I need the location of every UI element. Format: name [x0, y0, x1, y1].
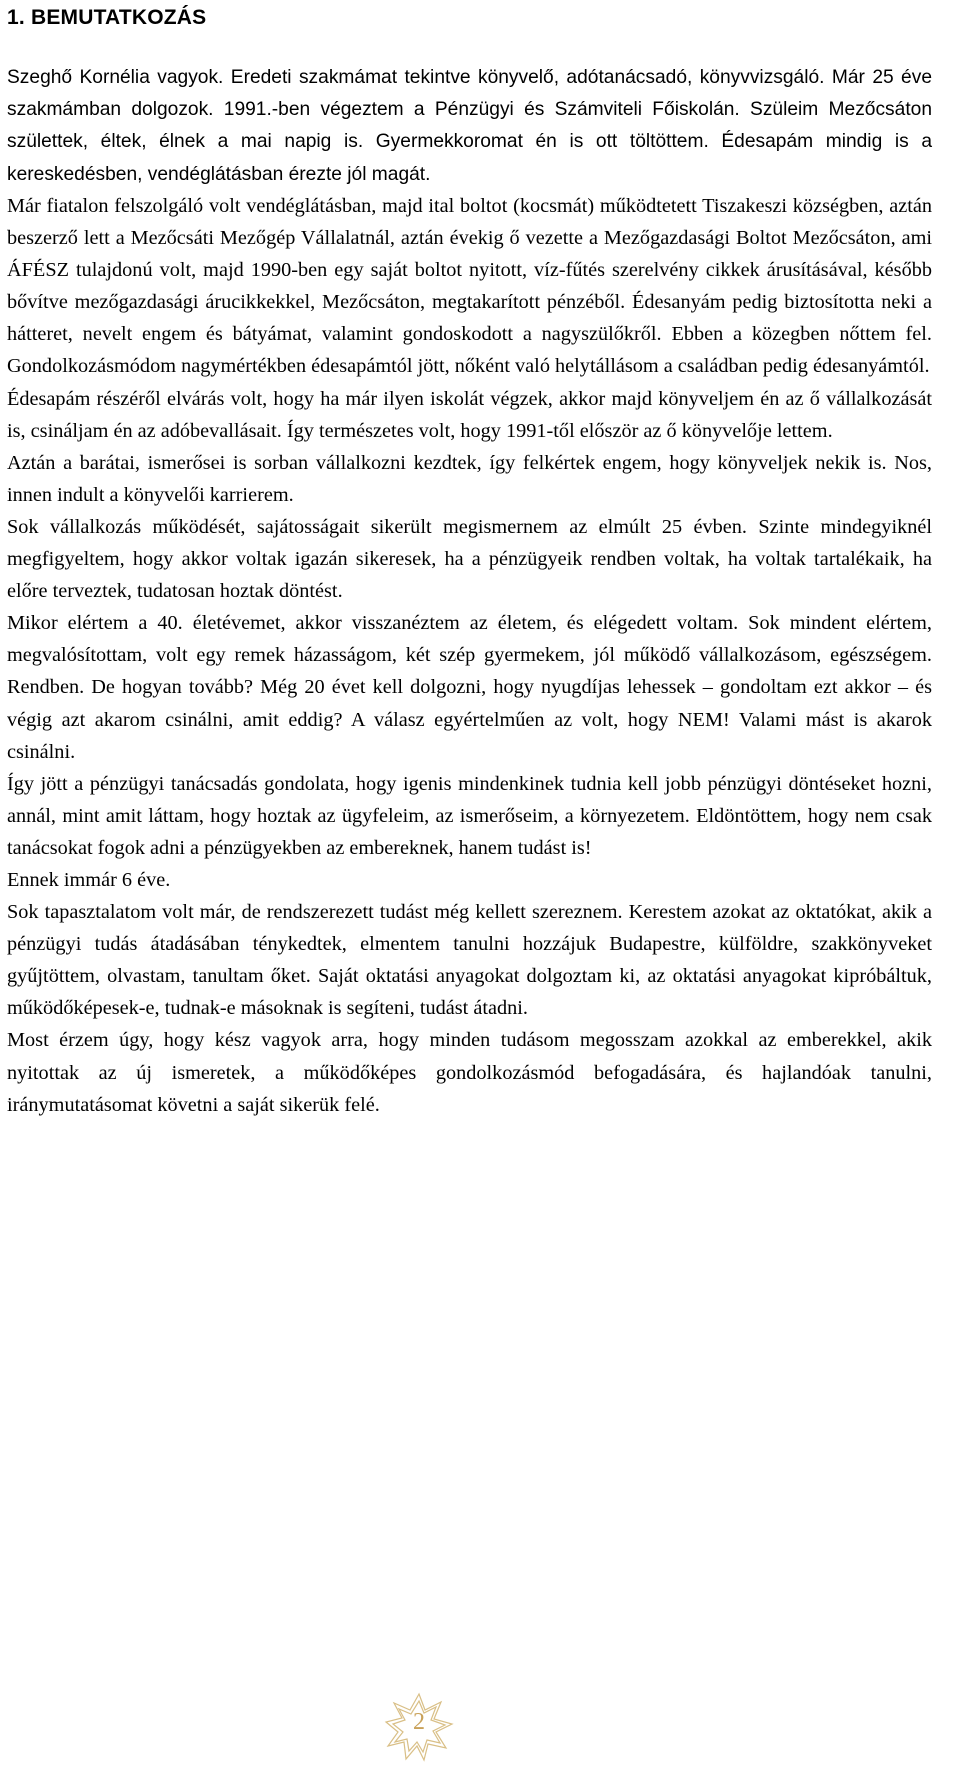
- paragraph-9: Most érzem úgy, hogy kész vagyok arra, hogy minden tudásom megosszam azokkal az emberekkel, akik nyitottak az új ismeretek, a működőképes gondolkozásmód befogadására, és hajlandóak tanulni, iránymutatásomat követni a saját sikerük felé.: [7, 1029, 932, 1116]
- paragraph-4: Sok vállalkozás működését, sajátosságait sikerült megismernem az elmúlt 25 évben. Szinte mindegyiknél megfigyeltem, hogy akkor voltak igazán sikeresek, ha a pénzügyeik rendben voltak, ha voltak tartalékaik, ha előre terveztek, tudatosan hoztak döntést.: [7, 515, 932, 603]
- paragraph-1: Már fiatalon felszolgáló volt vendéglátásban, majd ital boltot (kocsmát) működtetett Tiszakeszi községben, aztán beszerző lett a Mezőcsáti Mezőgép Vállalatnál, aztán évekig ő vezette a Mezőgazdasági Boltot Mezőcsáton, ami ÁFÉSZ tulajdonú volt, majd 1990-ben egy saját boltot nyitott, víz-fűtés szerelvény cikkek árusításával, később bővítve mezőgazdasági árucikkekkel, Mezőcsáton, megtakarított pénzéből. Édesanyám pedig biztosította neki a hátteret, nevelt engem és bátyámat, valamint gondoskodott a nagyszülőkről. Ebben a közegben nőttem fel. Gondolkozásmódom nagymértékben édesapámtól jött, nőként való helytállásom a családban pedig édesanyámtól.: [7, 195, 932, 378]
- paragraph-7: Ennek immár 6 éve.: [7, 868, 171, 891]
- section-heading: 1. BEMUTATKOZÁS: [7, 6, 207, 29]
- paragraph-5: Mikor elértem a 40. életévemet, akkor visszanéztem az életem, és elégedett voltam. Sok mindent elértem, megvalósítottam, volt egy remek házasságom, két szép gyermekem, jól működő vállalkozásom, egészségem. Rendben. De hogyan tovább? Még 20 évet kell dolgozni, hogy nyugdíjas lehessek – gondoltam ezt akkor – és végig azt akarom csinálni, amit eddig? A válasz egyértelműen az volt, hogy NEM! Valami mást is akarok csinálni.: [7, 612, 932, 763]
- paragraph-6: Így jött a pénzügyi tanácsadás gondolata, hogy igenis mindenkinek tudnia kell jobb pénzügyi döntéseket hozni, annál, mint amit láttam, hogy hoztak az ügyfeleim, az ismerőseim, a környezetem. Eldöntöttem, hogy nem csak tanácsokat fogok adni a pénzügyekben az embereknek, hanem tudást is!: [7, 772, 932, 859]
- intro-paragraph: Szeghő Kornélia vagyok. Eredeti szakmámat tekintve könyvelő, adótanácsadó, könyvvizsgáló. Már 25 éve szakmámban dolgozok. 1991.-ben végeztem a Pénzügyi és Számviteli Főiskolán. Szüleim Mezőcsáton születtek, éltek, élnek a mai napig is. Gyermekkoromat én is ott töltöttem. Édesapám mindig is a kereskedésben, vendéglátásban érezte jól magát.: [7, 67, 932, 185]
- body-text: [7, 190, 932, 1121]
- paragraph-2: Édesapám részéről elvárás volt, hogy ha már ilyen iskolát végzek, akkor majd könyveljem én az ő vállalkozását is, csináljam én az adóbevallásait. Így természetes volt, hogy 1991-től először az ő könyvelője lettem.: [7, 387, 932, 442]
- page-footer: [384, 1692, 454, 1762]
- paragraph-3: Aztán a barátai, ismerősei is sorban vállalkozni kezdtek, így felkértek engem, hogy könyveljek nekik is. Nos, innen indult a könyvelői karrierem.: [7, 451, 932, 506]
- paragraph-8: Sok tapasztalatom volt már, de rendszerezett tudást még kellett szereznem. Kerestem azokat az oktatókat, akik a pénzügyi tudás átadásában ténykedtek, elmentem tanulni hozzájuk Budapestre, külföldre, szakkönyveket gyűjtöttem, olvastam, tanultam őket. Saját oktatási anyagokat dolgoztam ki, az oktatási anyagokat kipróbáltuk, működőképesek-e, tudnak-e másoknak is segíteni, tudást átadni.: [7, 901, 932, 1020]
- page-number: 2: [413, 1709, 425, 1735]
